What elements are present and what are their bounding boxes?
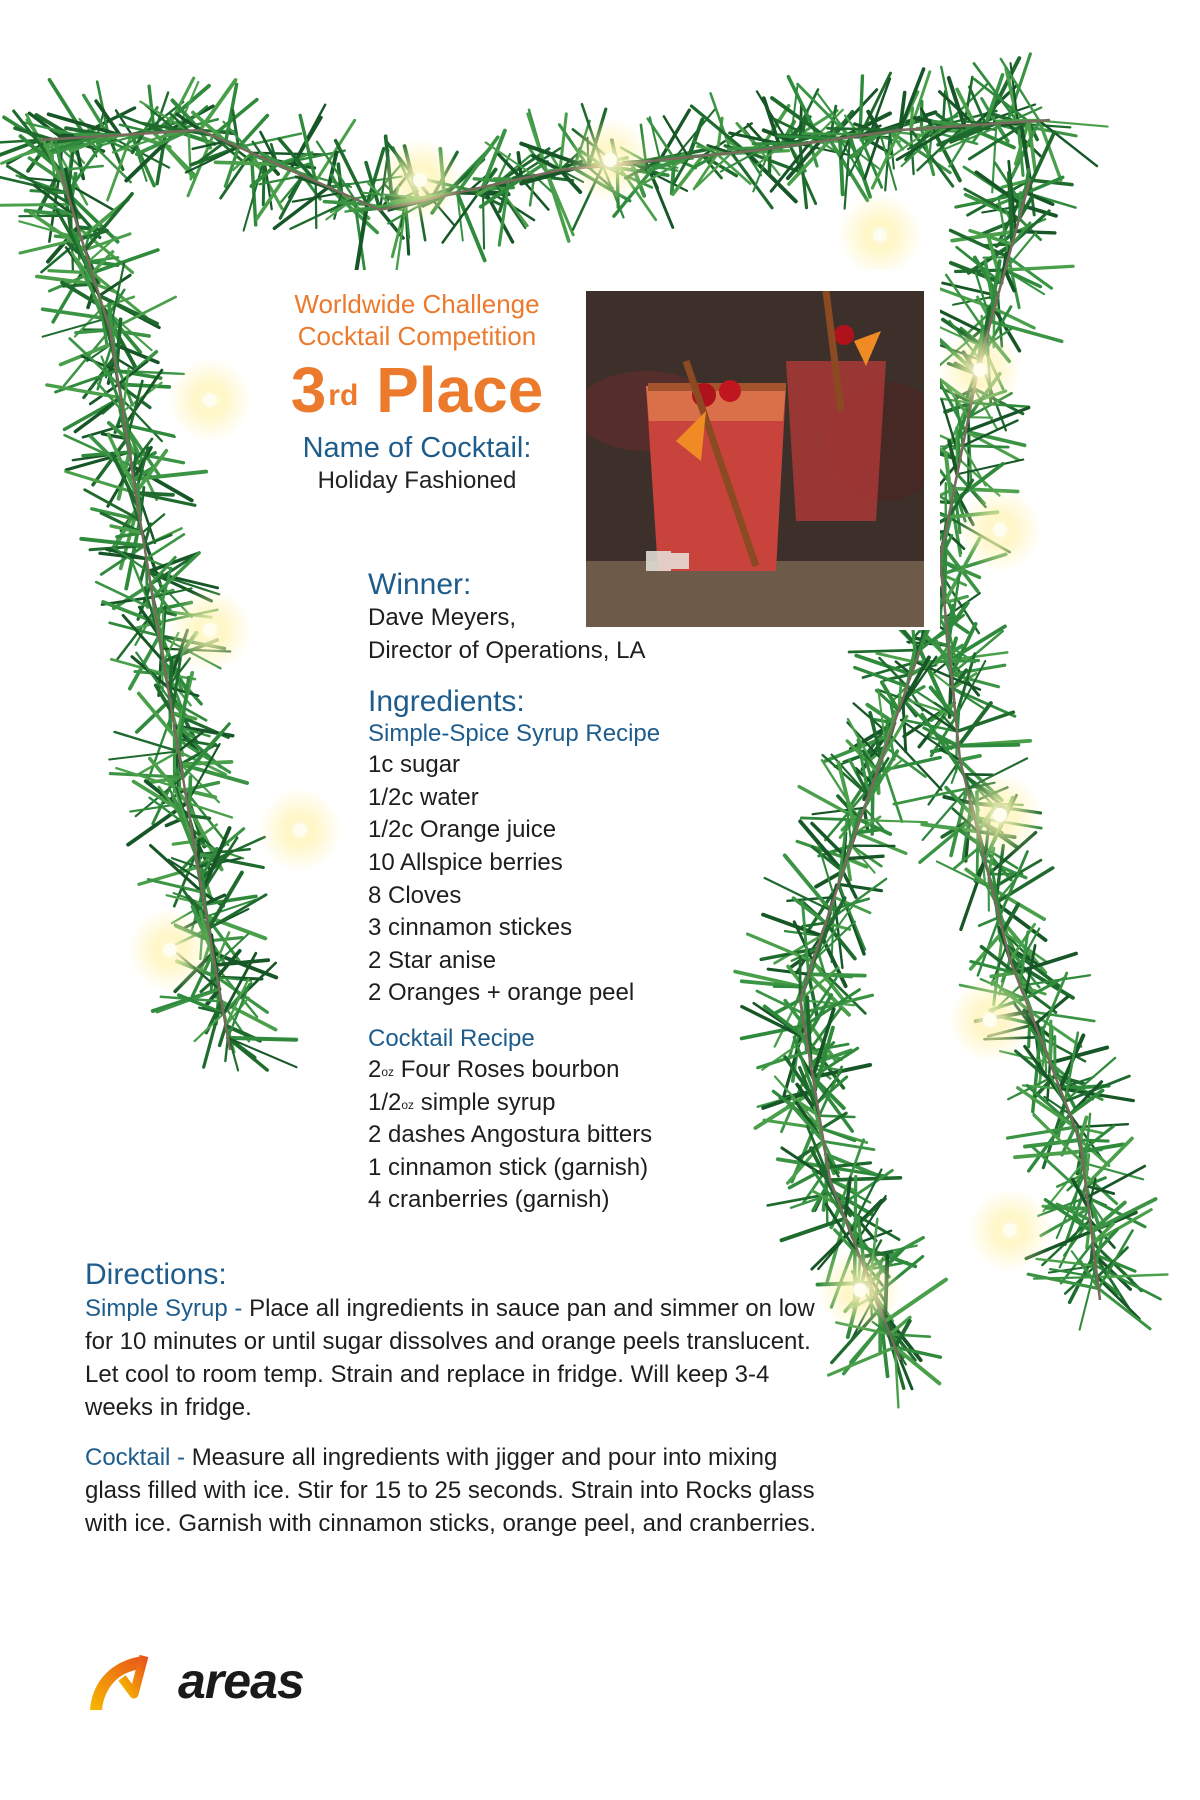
ingredient-unit: oz <box>401 1097 415 1112</box>
directions-label: Directions: <box>85 1258 227 1291</box>
ingredient-text: 1 cinnamon stick (garnish) <box>368 1153 649 1181</box>
syrup-ingredient-item: 2 Oranges + orange peel <box>368 979 635 1007</box>
cocktail-ingredient-item <box>368 1119 868 1152</box>
winner-name: Dave Meyers, <box>368 604 517 631</box>
cocktail-ingredient-item <box>368 1184 868 1217</box>
syrup-ingredient-item: 3 cinnamon stickes <box>368 914 573 942</box>
syrup-ingredient-item: 1/2c water <box>368 783 479 811</box>
cocktail-name-label: Name of Cocktail: <box>302 432 532 464</box>
areas-logo-wordmark: areas <box>178 1653 304 1709</box>
directions-syrup-text: Place all ingredients in sauce pan and simmer on low for 10 minutes or until sugar dissolves and orange peels translucent. Let cool to room temp. Strain and replace in fridge. Will keep 3-4 weeks in fridge. <box>85 1295 815 1421</box>
ingredient-text: 2 dashes Angostura bitters <box>368 1121 653 1149</box>
title-block <box>262 288 572 496</box>
areas-logo <box>82 1648 342 1718</box>
place-number: 3 <box>290 354 327 426</box>
ingredient-text: simple syrup <box>414 1088 556 1116</box>
place-heading <box>262 354 572 426</box>
cocktail-ingredient-list <box>368 1054 868 1217</box>
ingredient-quantity: 1/2 <box>368 1088 402 1116</box>
ingredient-text: Four Roses bourbon <box>394 1055 620 1083</box>
place-word: Place <box>376 354 544 426</box>
competition-eyebrow-line1: Worldwide Challenge <box>294 289 540 319</box>
winner-title: Director of Operations, LA <box>368 636 646 664</box>
winner-label: Winner: <box>368 568 472 601</box>
directions-cocktail-lead: Cocktail - <box>85 1444 192 1471</box>
place-suffix: rd <box>328 379 359 412</box>
cocktail-ingredient-item <box>368 1152 868 1185</box>
ingredient-text: 4 cranberries (garnish) <box>368 1186 610 1214</box>
recipe-content <box>368 568 868 1217</box>
ingredient-unit: oz <box>381 1064 395 1079</box>
areas-logo-mark-icon <box>82 1648 172 1718</box>
directions-section <box>85 1258 825 1540</box>
syrup-ingredient-item: 8 Cloves <box>368 881 462 909</box>
syrup-ingredient-item: 10 Allspice berries <box>368 848 563 876</box>
syrup-ingredient-item: 1/2c Orange juice <box>368 816 557 844</box>
competition-eyebrow-line2: Cocktail Competition <box>297 321 537 351</box>
cocktail-ingredient-item <box>368 1054 868 1087</box>
ingredients-label: Ingredients: <box>368 685 525 719</box>
directions-syrup-lead: Simple Syrup - <box>85 1295 250 1322</box>
cocktail-ingredient-item <box>368 1087 868 1120</box>
directions-syrup-paragraph <box>85 1292 825 1424</box>
directions-cocktail-paragraph <box>85 1441 825 1540</box>
cocktail-name: Holiday Fashioned <box>317 467 517 494</box>
directions-cocktail-text: Measure all ingredients with jigger and pour into mixing glass filled with ice. Stir for 15 to 25 seconds. Strain into Rocks glass with ice. Garnish with cinnamon sticks, orange peel, and cranberries. <box>85 1444 817 1537</box>
syrup-ingredient-item: 1c sugar <box>368 751 461 779</box>
syrup-ingredient-item: 2 Star anise <box>368 946 497 974</box>
cocktail-recipe-title: Cocktail Recipe <box>368 1024 535 1052</box>
syrup-recipe-title: Simple-Spice Syrup Recipe <box>368 720 661 748</box>
ingredient-quantity: 2 <box>368 1055 382 1083</box>
syrup-ingredient-list <box>368 749 868 1010</box>
